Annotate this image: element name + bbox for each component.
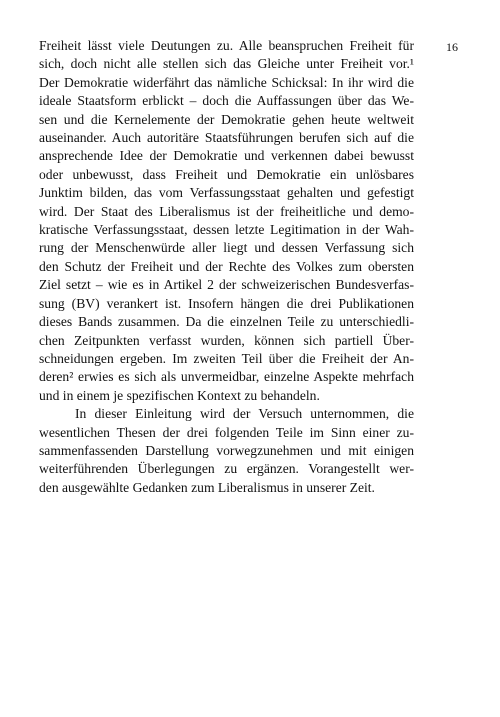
text-line: ansprechende Idee der Demokratie und verkennen dabei bewusst — [39, 148, 414, 164]
text-line: rung der Menschenwürde aller liegt und dessen Verfassung sich — [39, 240, 414, 256]
text-line: oder unbewusst, dass Freiheit und Demokratie ein unlösbares — [39, 166, 414, 182]
text-line: sen und die Kernelemente der Demokratie gehen heute weltweit — [39, 111, 414, 127]
text-line: Der Demokratie widerfährt das nämliche Schicksal: In ihr wird die — [39, 74, 414, 90]
text-line: Freiheit lässt viele Deutungen zu. Alle beanspruchen Freiheit für — [39, 38, 414, 53]
text-line: Junktim bilden, das vom Verfassungsstaat gehalten und gefestigt — [39, 185, 414, 201]
text-line: auseinander. Auch autoritäre Staatsführungen berufen sich auf die — [39, 130, 414, 146]
text-line: sich, doch nicht alle stellen sich das Gleiche unter Freiheit vor.¹ — [39, 56, 414, 72]
text-line: Ziel setzt – wie es in Artikel 2 der schweizerischen Bundesverfas- — [39, 277, 414, 293]
text-line: dieses Bands zusammen. Da die einzelnen Teile zu unterschiedli- — [39, 314, 414, 330]
text-line: sung (BV) verankert ist. Insofern hängen die drei Publikationen — [39, 295, 414, 311]
page-number: 16 — [446, 40, 458, 54]
text-line: deren² erwies es sich als unvermeidbar, einzelne Aspekte mehrfach — [39, 369, 414, 385]
text-line: wesentlichen Thesen der drei folgenden Teile im Sinn einer zu- — [39, 424, 414, 440]
text-line: den Schutz der Freiheit und der Rechte des Volkes zum obersten — [39, 258, 414, 274]
text-line: den ausgewählte Gedanken zum Liberalismus in unserer Zeit. — [39, 479, 375, 495]
text-line: weiterführenden Überlegungen zu ergänzen. Vorangestellt wer- — [39, 461, 414, 477]
body-text — [39, 37, 414, 497]
text-line: und in einem je spezifischen Kontext zu behandeln. — [39, 387, 320, 403]
text-line: ideale Staatsform erblickt – doch die Auffassungen über das We- — [39, 93, 414, 109]
text-line: wird. Der Staat des Liberalismus ist der freiheitliche und demo- — [39, 203, 414, 219]
text-line: schneidungen ergeben. Im zweiten Teil über die Freiheit der An- — [39, 350, 414, 366]
paragraph-1 — [39, 37, 414, 405]
paragraph-2 — [39, 405, 414, 497]
text-line: sammenfassenden Darstellung vorwegzunehmen und mit einigen — [39, 442, 414, 458]
text-line: In dieser Einleitung wird der Versuch unternommen, die — [75, 406, 414, 422]
text-line: kratische Verfassungsstaat, dessen letzte Legitimation in der Wah- — [39, 222, 414, 238]
text-line: chen Zeitpunkten verfasst wurden, können sich partiell Über- — [39, 332, 414, 348]
